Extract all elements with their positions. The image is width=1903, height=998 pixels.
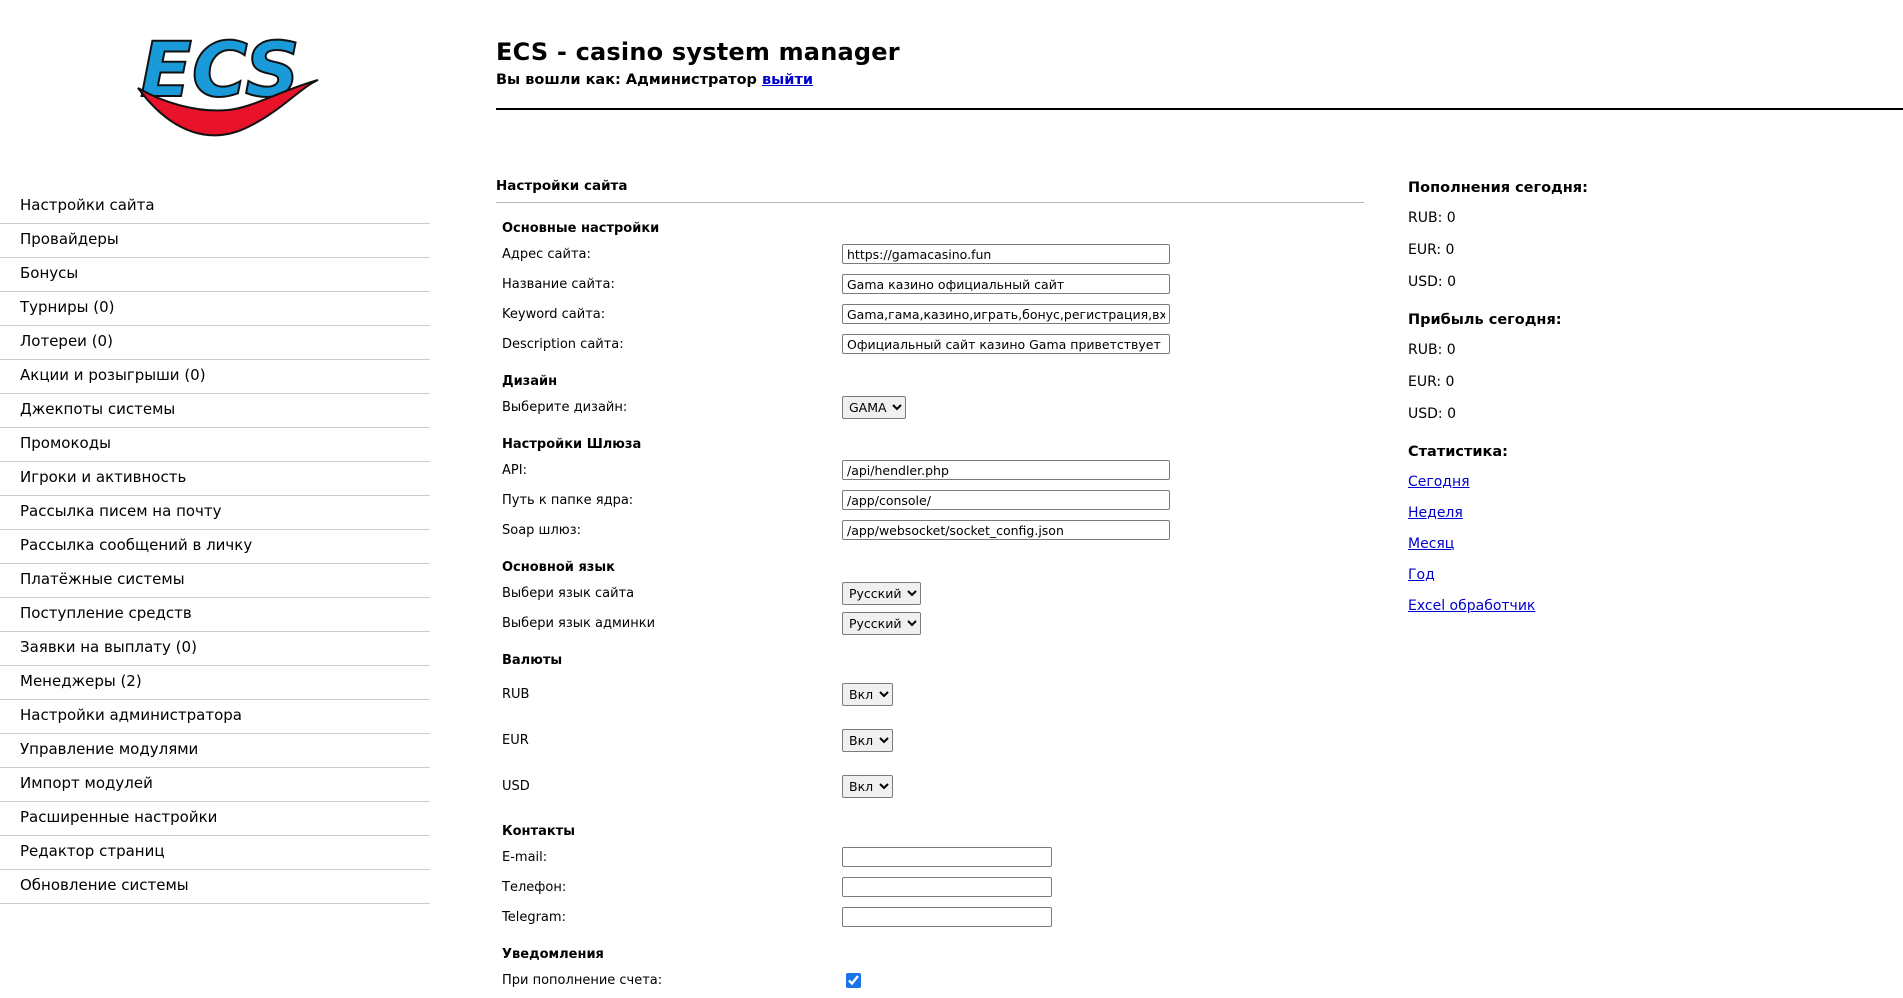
sidebar-item-email-mailing[interactable]: Рассылка писем на почту xyxy=(0,496,430,530)
row-currency-usd xyxy=(496,766,1376,806)
header-divider xyxy=(496,108,1903,110)
sidebar-item-incoming-funds[interactable]: Поступление средств xyxy=(0,598,430,632)
deposits-eur: EUR: 0 xyxy=(1408,242,1455,258)
sidebar-item-advanced-settings[interactable]: Расширенные настройки xyxy=(0,802,430,836)
sidebar-item-page-editor[interactable]: Редактор страниц xyxy=(0,836,430,870)
email-field[interactable] xyxy=(842,847,1052,867)
label-telegram: Telegram: xyxy=(502,909,566,925)
label-phone: Телефон: xyxy=(502,879,567,895)
row-keyword xyxy=(496,302,1376,326)
row-admin-language xyxy=(496,611,1376,635)
site-name-input[interactable] xyxy=(842,274,1170,294)
deposit-notification-checkbox[interactable] xyxy=(846,973,861,988)
row-telegram xyxy=(496,905,1376,929)
label-email: E-mail: xyxy=(502,849,548,865)
deposits-rub: RUB: 0 xyxy=(1408,210,1456,226)
profit-rub: RUB: 0 xyxy=(1408,342,1456,358)
sidebar-item-managers[interactable]: Менеджеры (2) xyxy=(0,666,430,700)
sidebar-item-players[interactable]: Игроки и активность xyxy=(0,462,430,496)
row-site-address xyxy=(496,242,1376,266)
row-soap xyxy=(496,518,1376,542)
page-header xyxy=(0,0,1903,112)
sidebar-item-payout-requests[interactable]: Заявки на выплату (0) xyxy=(0,632,430,666)
header-titles xyxy=(496,38,1886,88)
section-currency: Валюты xyxy=(502,653,563,668)
stats-link-excel[interactable]: Excel обработчик xyxy=(1408,598,1536,614)
settings-panel-title: Настройки сайта xyxy=(496,178,1364,203)
label-currency-usd: USD xyxy=(502,778,530,794)
api-input[interactable] xyxy=(842,460,1170,480)
row-phone xyxy=(496,875,1376,899)
label-core-path: Путь к папке ядра: xyxy=(502,492,634,508)
sidebar-item-providers[interactable]: Провайдеры xyxy=(0,224,430,258)
row-email xyxy=(496,845,1376,869)
sidebar-item-module-import[interactable]: Импорт модулей xyxy=(0,768,430,802)
currency-rub-select[interactable] xyxy=(842,683,893,706)
section-design: Дизайн xyxy=(502,374,558,389)
sidebar-item-lotteries[interactable]: Лотереи (0) xyxy=(0,326,430,360)
section-contacts: Контакты xyxy=(502,824,575,839)
sidebar-item-system-update[interactable]: Обновление системы xyxy=(0,870,430,904)
stats-link-today[interactable]: Сегодня xyxy=(1408,474,1470,490)
row-currency-eur xyxy=(496,720,1376,760)
sidebar-item-jackpots[interactable]: Джекпоты системы xyxy=(0,394,430,428)
svg-text:ECS: ECS xyxy=(140,25,300,114)
login-status-text: Вы вошли как: Администратор xyxy=(496,72,757,88)
profit-usd: USD: 0 xyxy=(1408,406,1456,422)
label-keyword: Keyword сайта: xyxy=(502,306,606,322)
currency-usd-select[interactable] xyxy=(842,775,893,798)
settings-panel xyxy=(496,178,1376,998)
sidebar xyxy=(0,190,430,904)
deposits-today-title: Пополнения сегодня: xyxy=(1408,180,1588,196)
label-admin-language: Выбери язык админки xyxy=(502,615,656,631)
design-select[interactable] xyxy=(842,396,906,419)
login-status xyxy=(496,72,1886,88)
sidebar-item-promocodes[interactable]: Промокоды xyxy=(0,428,430,462)
profit-eur: EUR: 0 xyxy=(1408,374,1455,390)
keyword-input[interactable] xyxy=(842,304,1170,324)
deposits-usd: USD: 0 xyxy=(1408,274,1456,290)
row-site-language xyxy=(496,581,1376,605)
soap-input[interactable] xyxy=(842,520,1170,540)
admin-language-select[interactable] xyxy=(842,612,921,635)
statistics-title: Статистика: xyxy=(1408,444,1508,460)
section-language: Основной язык xyxy=(502,560,615,575)
label-site-address: Адрес сайта: xyxy=(502,246,591,262)
telegram-field[interactable] xyxy=(842,907,1052,927)
sidebar-item-pm-mailing[interactable]: Рассылка сообщений в личку xyxy=(0,530,430,564)
row-currency-rub xyxy=(496,674,1376,714)
stats-link-year[interactable]: Год xyxy=(1408,567,1435,583)
page-title: ECS - casino system manager xyxy=(496,38,900,66)
site-address-input[interactable] xyxy=(842,244,1170,264)
summary-panel xyxy=(1408,180,1868,629)
sidebar-item-tournaments[interactable]: Турниры (0) xyxy=(0,292,430,326)
sidebar-item-bonuses[interactable]: Бонусы xyxy=(0,258,430,292)
section-gateway: Настройки Шлюза xyxy=(502,437,642,452)
sidebar-item-payment-systems[interactable]: Платёжные системы xyxy=(0,564,430,598)
row-design xyxy=(496,395,1376,419)
label-soap: Soap шлюз: xyxy=(502,522,581,538)
logout-link[interactable]: выйти xyxy=(762,72,814,88)
sidebar-item-promotions[interactable]: Акции и розыгрыши (0) xyxy=(0,360,430,394)
label-site-name: Название сайта: xyxy=(502,276,615,292)
label-currency-eur: EUR xyxy=(502,732,529,748)
ecs-logo xyxy=(132,18,342,143)
label-design: Выберите дизайн: xyxy=(502,399,628,415)
stats-link-month[interactable]: Месяц xyxy=(1408,536,1455,552)
description-input[interactable] xyxy=(842,334,1170,354)
row-api xyxy=(496,458,1376,482)
row-deposit-notification xyxy=(496,968,1376,992)
label-description: Description сайта: xyxy=(502,336,624,352)
stats-link-week[interactable]: Неделя xyxy=(1408,505,1463,521)
label-site-language: Выбери язык сайта xyxy=(502,585,635,601)
row-site-name xyxy=(496,272,1376,296)
sidebar-item-site-settings[interactable]: Настройки сайта xyxy=(0,190,430,224)
label-deposit-notification: При пополнение счета: xyxy=(502,972,663,988)
profit-today-title: Прибыль сегодня: xyxy=(1408,312,1562,328)
section-basic-settings: Основные настройки xyxy=(502,221,660,236)
core-path-input[interactable] xyxy=(842,490,1170,510)
label-currency-rub: RUB xyxy=(502,686,530,702)
row-description xyxy=(496,332,1376,356)
sidebar-item-module-management[interactable]: Управление модулями xyxy=(0,734,430,768)
currency-eur-select[interactable] xyxy=(842,729,893,752)
phone-field[interactable] xyxy=(842,877,1052,897)
site-language-select[interactable] xyxy=(842,582,921,605)
section-notifications: Уведомления xyxy=(502,947,604,962)
label-api: API: xyxy=(502,462,527,478)
row-core-path xyxy=(496,488,1376,512)
sidebar-item-admin-settings[interactable]: Настройки администратора xyxy=(0,700,430,734)
